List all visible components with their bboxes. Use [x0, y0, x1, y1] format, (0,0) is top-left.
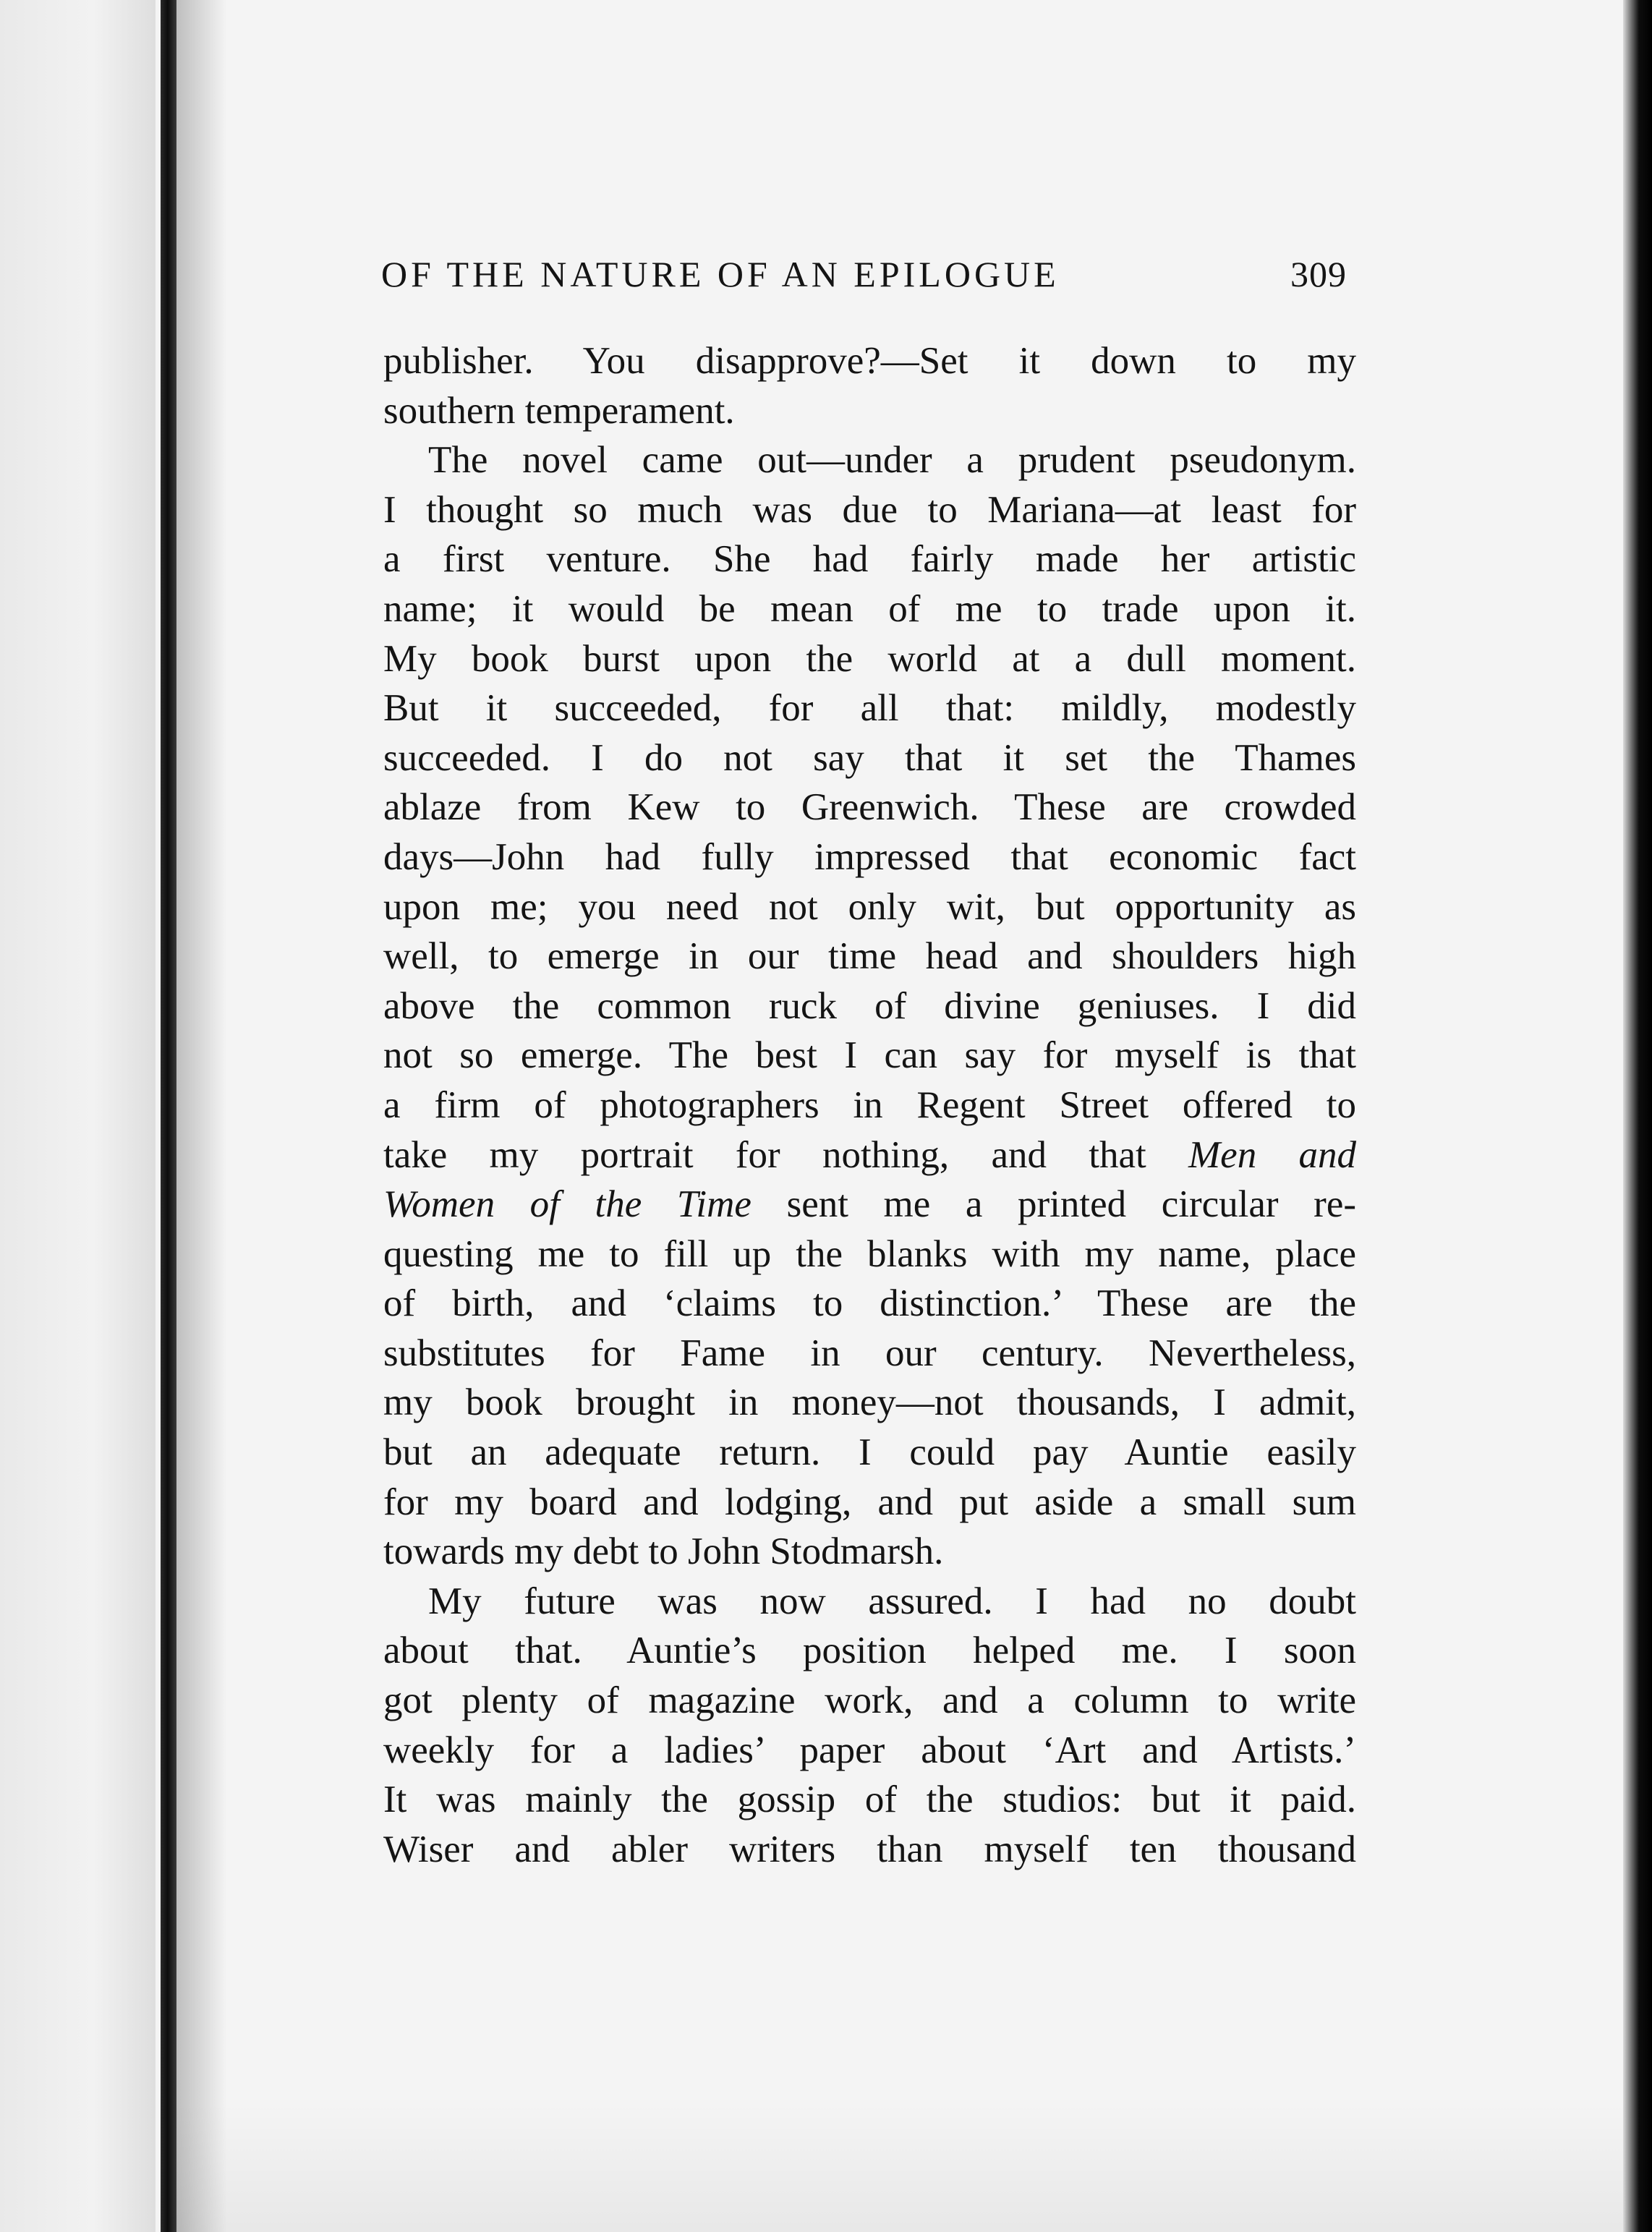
- text-line: But it succeeded, for all that: mildly, modestly: [383, 687, 1356, 730]
- text-line: questing me to fill up the blanks with my name, place: [383, 1232, 1356, 1275]
- text-line: for my board and lodging, and put aside a small sum: [383, 1481, 1356, 1523]
- text-line: It was mainly the gossip of the studios: but it paid.: [383, 1779, 1356, 1821]
- text-line: got plenty of magazine work, and a column to write: [383, 1679, 1356, 1722]
- text-segment: sent me a printed circular re-: [786, 1183, 1356, 1226]
- page-body: [383, 336, 1356, 1874]
- book-spine: [161, 0, 176, 2232]
- page-right-edge: [1623, 0, 1652, 2232]
- text-line: a firm of photographers in Regent Street offered to: [383, 1083, 1356, 1126]
- text-line: southern temperament.: [383, 389, 735, 432]
- text-line: publisher. You disapprove?—Set it down to my: [383, 340, 1356, 382]
- page-bottom-shade: [174, 2102, 1623, 2232]
- text-line: The novel came out—under a prudent pseudonym.: [428, 439, 1356, 482]
- text-line: not so emerge. The best I can say for myself is that: [383, 1034, 1356, 1077]
- text-line: [383, 1130, 1356, 1180]
- text-line: a first venture. She had fairly made her artistic: [383, 538, 1356, 581]
- text-line: Wiser and abler writers than myself ten thousand: [383, 1828, 1356, 1870]
- book-title-italic: Women of the Time: [383, 1183, 752, 1226]
- text-line: upon me; you need not only wit, but opportunity as: [383, 885, 1356, 928]
- page-number: 309: [1290, 254, 1347, 294]
- text-line: My book burst upon the world at a dull moment.: [383, 637, 1356, 680]
- book-title-italic: Men and: [1188, 1133, 1356, 1176]
- text-line: ablaze from Kew to Greenwich. These are crowded: [383, 786, 1356, 829]
- text-line: name; it would be mean of me to trade upon it.: [383, 587, 1356, 630]
- text-line: I thought so much was due to Mariana—at least for: [383, 488, 1356, 531]
- text-line: succeeded. I do not say that it set the Thames: [383, 736, 1356, 779]
- running-header: [381, 253, 1347, 311]
- running-title: OF THE NATURE OF AN EPILOGUE: [381, 254, 1060, 294]
- text-line: substitutes for Fame in our century. Nevertheless,: [383, 1332, 1356, 1374]
- text-line: days—John had fully impressed that economic fact: [383, 835, 1356, 878]
- text-line: weekly for a ladies’ paper about ‘Art and Artists.’: [383, 1729, 1356, 1771]
- text-line: towards my debt to John Stodmarsh.: [383, 1530, 944, 1573]
- text-segment: take my portrait for nothing, and that: [383, 1133, 1146, 1176]
- gutter-shadow: [176, 0, 227, 2232]
- text-line: my book brought in money—not thousands, I admit,: [383, 1381, 1356, 1424]
- text-line: about that. Auntie’s position helped me. I soon: [383, 1630, 1356, 1672]
- text-line: of birth, and ‘claims to distinction.’ These are the: [383, 1282, 1356, 1325]
- facing-page-edge: [0, 0, 156, 2232]
- text-line: but an adequate return. I could pay Auntie easily: [383, 1431, 1356, 1474]
- text-line: well, to emerge in our time head and shoulders high: [383, 935, 1356, 978]
- text-line: My future was now assured. I had no doubt: [428, 1580, 1356, 1622]
- text-line: above the common ruck of divine geniuses. I did: [383, 984, 1356, 1027]
- text-line: [383, 1180, 1356, 1230]
